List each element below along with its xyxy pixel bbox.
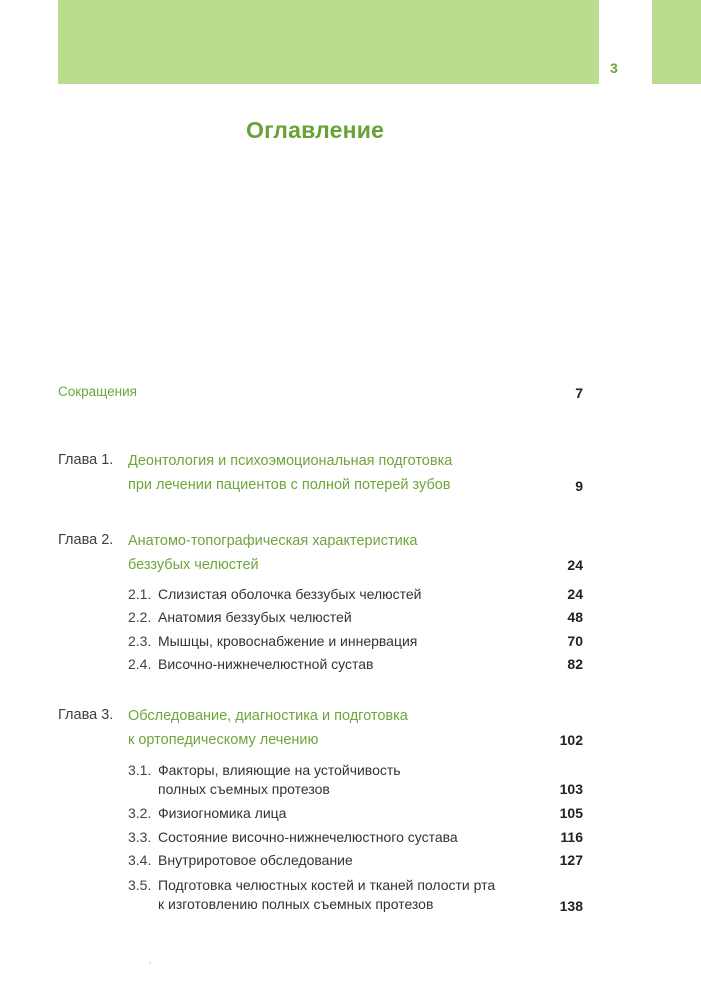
section-title-line: Состояние височно-нижнечелюстного сустава <box>158 829 458 845</box>
section-page: 82 <box>567 656 583 672</box>
chapter-title-line: к ортопедическому лечению <box>128 732 319 748</box>
chapter-label: Глава 1. <box>58 452 114 468</box>
header-band <box>58 0 599 84</box>
section-number: 3.4. <box>128 852 152 868</box>
chapter-page: 9 <box>575 478 583 494</box>
chapter-title-line: при лечении пациентов с полной потерей зубов <box>128 477 451 493</box>
section-page: 116 <box>560 829 583 845</box>
section-page: 103 <box>559 781 583 797</box>
section-title-line: полных съемных протезов <box>158 781 330 797</box>
chapter-title-line: Обследование, диагностика и подготовка <box>128 708 408 724</box>
section-title-line: Анатомия беззубых челюстей <box>158 609 352 625</box>
section-page: 70 <box>567 633 583 649</box>
section-number: 2.1. <box>128 586 152 602</box>
section-title[interactable] <box>158 876 495 914</box>
chapter-title[interactable] <box>128 449 452 497</box>
section-title-line: к изготовлению полных съемных протезов <box>158 896 434 912</box>
chapter-title[interactable] <box>128 704 408 752</box>
section-page: 24 <box>567 586 583 602</box>
section-title[interactable] <box>158 804 286 823</box>
chapter-title-line: беззубых челюстей <box>128 557 259 573</box>
section-title-line: Физиогномика лица <box>158 805 287 821</box>
toc-entry-abbreviations[interactable]: Сокращения <box>58 384 137 399</box>
chapter-page: 102 <box>559 732 583 748</box>
chapter-label: Глава 3. <box>58 707 114 723</box>
section-title[interactable] <box>158 851 353 870</box>
section-title-line: Мышцы, кровоснабжение и иннервация <box>158 633 418 649</box>
section-title-line: Височно-нижнечелюстной сустав <box>158 656 374 672</box>
chapter-page: 24 <box>567 557 583 573</box>
section-page: 48 <box>567 609 583 625</box>
section-title-line: Подготовка челюстных костей и тканей полости рта <box>158 877 496 893</box>
section-title[interactable] <box>158 585 421 604</box>
chapter-title-line: Анатомо-топографическая характеристика <box>128 533 418 549</box>
section-number: 2.2. <box>128 609 152 625</box>
section-number: 3.3. <box>128 829 152 845</box>
chapter-title[interactable] <box>128 529 417 577</box>
section-number: 3.1. <box>128 762 152 778</box>
page-number: 3 <box>610 60 618 76</box>
section-page: 105 <box>559 805 583 821</box>
section-title-line: Внутриротовое обследование <box>158 852 353 868</box>
chapter-label: Глава 2. <box>58 532 114 548</box>
section-title[interactable] <box>158 761 401 799</box>
section-number: 3.5. <box>128 877 152 893</box>
section-title[interactable] <box>158 608 352 627</box>
section-page: 127 <box>559 852 583 868</box>
section-number: 2.3. <box>128 633 152 649</box>
section-title-line: Слизистая оболочка беззубых челюстей <box>158 586 422 602</box>
toc-page-abbreviations: 7 <box>575 385 583 401</box>
section-title-line: Факторы, влияющие на устойчивость <box>158 762 401 778</box>
section-title[interactable] <box>158 632 417 651</box>
scan-speck <box>149 962 151 964</box>
header-band-right <box>652 0 701 84</box>
section-number: 3.2. <box>128 805 152 821</box>
section-title[interactable] <box>158 655 373 674</box>
toc-title: Оглавление <box>246 117 385 143</box>
section-page: 138 <box>559 898 583 914</box>
section-title[interactable] <box>158 828 458 847</box>
chapter-title-line: Деонтология и психоэмоциональная подготовка <box>128 453 453 469</box>
section-number: 2.4. <box>128 656 152 672</box>
